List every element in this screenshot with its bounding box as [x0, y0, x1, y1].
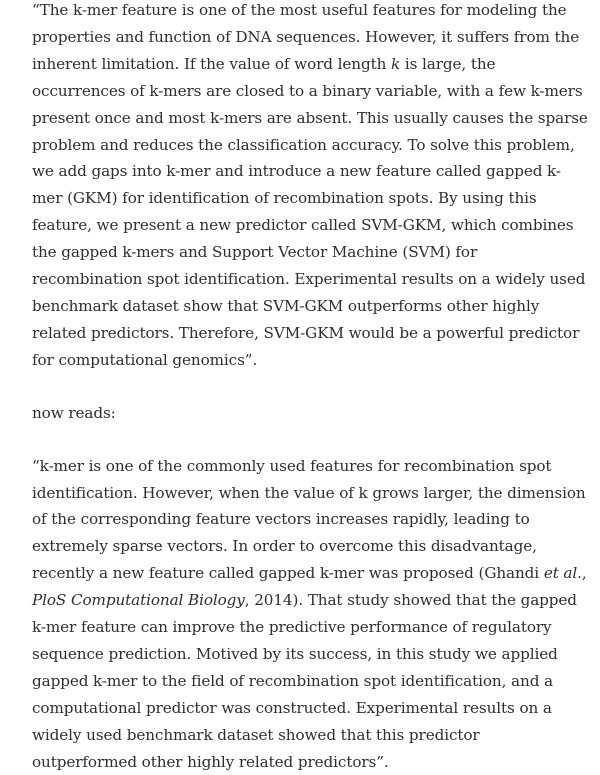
- original-text-part-2: is large, the occurrences of k-mers are closed to a binary variable, with a few k-mers present once and most k-mers are absent. This usually causes the sparse problem and reduces the classification accuracy. To solve this problem, we add gaps into k-mer and introduce a new feature called gapped k-mer (GKM) for identification of recombination spots. By using this feature, we present a new predictor called SVM-GKM, which combines the gapped k-mers and Support Vector Machine (SVM) for recombination spot identification. Experimental results on a widely used benchmark dataset show that SVM-GKM outperforms other highly related predictors. Therefore, SVM-GKM would be a powerful predictor for computational genomics”.: [32, 54, 588, 369]
- original-variable-k: k: [391, 54, 401, 73]
- revised-abstract-paragraph: [32, 453, 588, 775]
- citation-comma: ,: [581, 564, 587, 583]
- original-text-part-1: “The k-mer feature is one of the most useful features for modeling the properties and function of DNA sequences. However, it suffers from the inherent limitation. If the value of word length: [32, 1, 580, 73]
- journal-name: PloS Computational Biology: [32, 591, 245, 610]
- original-abstract-paragraph: [32, 0, 588, 374]
- et-al-citation: et al.: [543, 564, 582, 583]
- revised-text-part-1: “k-mer is one of the commonly used features for recombination spot identification. However, when the value of k grows larger, the dimension of the corresponding feature vectors increases rapidly, leading to extremely sparse vectors. In order to overcome this disadvantage, recently a new feature called gapped k-mer was proposed (Ghandi: [32, 456, 586, 583]
- revised-text-part-2: , 2014). That study showed that the gapped k-mer feature can improve the predictive performance of regulatory sequence prediction. Motived by its success, in this study we applied gapped k-mer to the field of recombination spot identification, and a computational predictor was constructed. Experimental results on a widely used benchmark dataset showed that this predictor outperformed other highly related predictors”.: [32, 591, 577, 771]
- transition-text: now reads:: [32, 403, 116, 422]
